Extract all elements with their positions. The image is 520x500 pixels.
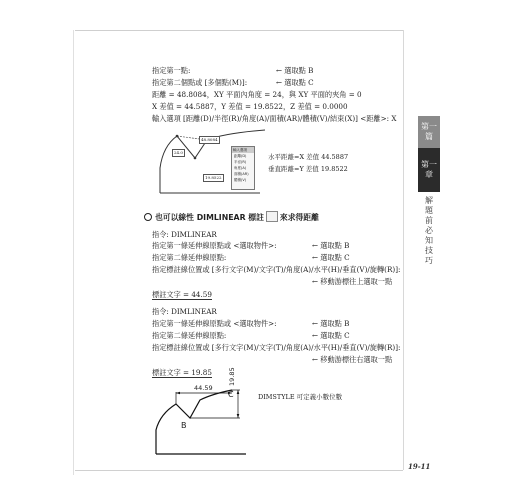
dim-vertical-label: 19.85: [228, 367, 236, 386]
menu-item[interactable]: 距離(D): [234, 154, 247, 158]
tag-distance: 48.8084: [201, 137, 218, 142]
cmd-note-2: ← 選取點 C: [276, 78, 314, 87]
left-rule: [73, 30, 74, 475]
part-tab-label: 第一篇: [421, 122, 437, 141]
menu-item[interactable]: 半徑(R): [234, 160, 247, 164]
dimlinear-icon: [266, 211, 278, 222]
menu-item[interactable]: 角度(A): [234, 166, 247, 170]
cmd-note: ← 選取點 C: [312, 331, 350, 340]
dim-result-2: [152, 368, 212, 377]
cmd-note: ← 選取點 B: [312, 241, 350, 250]
options-menu-header: 輸入選項: [232, 147, 254, 153]
note-vertical: 垂直距離=Y 差值 19.8522: [268, 165, 348, 173]
distance-result: 距離 = 48.8084，XY 平面內角度 = 24，與 XY 平面的夾角 = 0: [152, 90, 362, 99]
menu-item[interactable]: 面積(AR): [234, 172, 249, 176]
point-c-label: C: [228, 390, 234, 399]
tag-angle: 24.0: [174, 150, 183, 155]
heading-text-pre: 也可以線性 DIMLINEAR 標註: [155, 213, 264, 222]
page-number: 19-11: [408, 462, 431, 471]
dim-result-text: 標註文字 = 19.85: [152, 368, 212, 377]
cmd-dimlinear-1: 指令: DIMLINEAR: [152, 230, 217, 239]
chapter-tab[interactable]: [418, 148, 440, 192]
delta-result: X 差值 = 44.5887，Y 差值 = 19.8522，Z 差值 = 0.0000: [152, 102, 348, 111]
section-heading: [144, 211, 319, 223]
top-rule: [75, 30, 403, 31]
cmd-line: 指定標註線位置或 [多行文字(M)/文字(T)/角度(A)/水平(H)/垂直(V)/旋轉(R)]:: [152, 343, 401, 352]
options-prompt: 輸入選項 [距離(D)/半徑(R)/角度(A)/面積(AR)/體積(V)/結束(X)] <距離>: X: [152, 114, 397, 123]
cmd-note: ← 移動游標往右選取一點: [312, 355, 393, 364]
dim-result-1: [152, 290, 212, 299]
bullet-icon: [144, 213, 152, 221]
cmd-line: 指定標註線位置或 [多行文字(M)/文字(T)/角度(A)/水平(H)/垂直(V)/旋轉(R)]:: [152, 265, 401, 274]
dim-result-text: 標註文字 = 44.59: [152, 290, 212, 299]
cmd-line: 指定第一條延伸線原點或 <選取物件>:: [152, 241, 277, 250]
chapter-title-vertical: 解題前必知技巧: [425, 196, 433, 265]
point-b-label: B: [181, 421, 187, 430]
options-menu: [231, 146, 255, 190]
bottom-rule: [75, 470, 403, 471]
menu-item[interactable]: 體積(V): [234, 178, 247, 182]
cmd-line-2: 指定第二個點或 [多個點(M)]:: [152, 78, 248, 87]
cmd-note: ← 移動游標往上選取一點: [312, 277, 393, 286]
cmd-line-1: 指定第一點:: [152, 66, 191, 75]
cmd-note: ← 選取點 B: [312, 319, 350, 328]
part-tab[interactable]: [418, 116, 440, 148]
cmd-line: 指定第二條延伸線原點:: [152, 253, 227, 262]
cmd-line: 指定第二條延伸線原點:: [152, 331, 227, 340]
tag-delta: 19.8522: [205, 175, 222, 180]
right-rule: [403, 30, 404, 470]
cmd-line: 指定第一條延伸線原點或 <選取物件>:: [152, 319, 277, 328]
chapter-tab-label: 第一章: [421, 160, 437, 179]
cmd-note: ← 選取點 C: [312, 253, 350, 262]
dim-horizontal-label: 44.59: [194, 384, 213, 392]
heading-text-post: 來求得距離: [279, 213, 319, 222]
cmd-dimlinear-2: 指令: DIMLINEAR: [152, 307, 217, 316]
dimstyle-caption: DIMSTYLE 可定義小數位數: [258, 393, 343, 401]
note-horizontal: 水平距離=X 差值 44.5887: [268, 153, 349, 161]
cmd-note-1: ← 選取點 B: [276, 66, 314, 75]
